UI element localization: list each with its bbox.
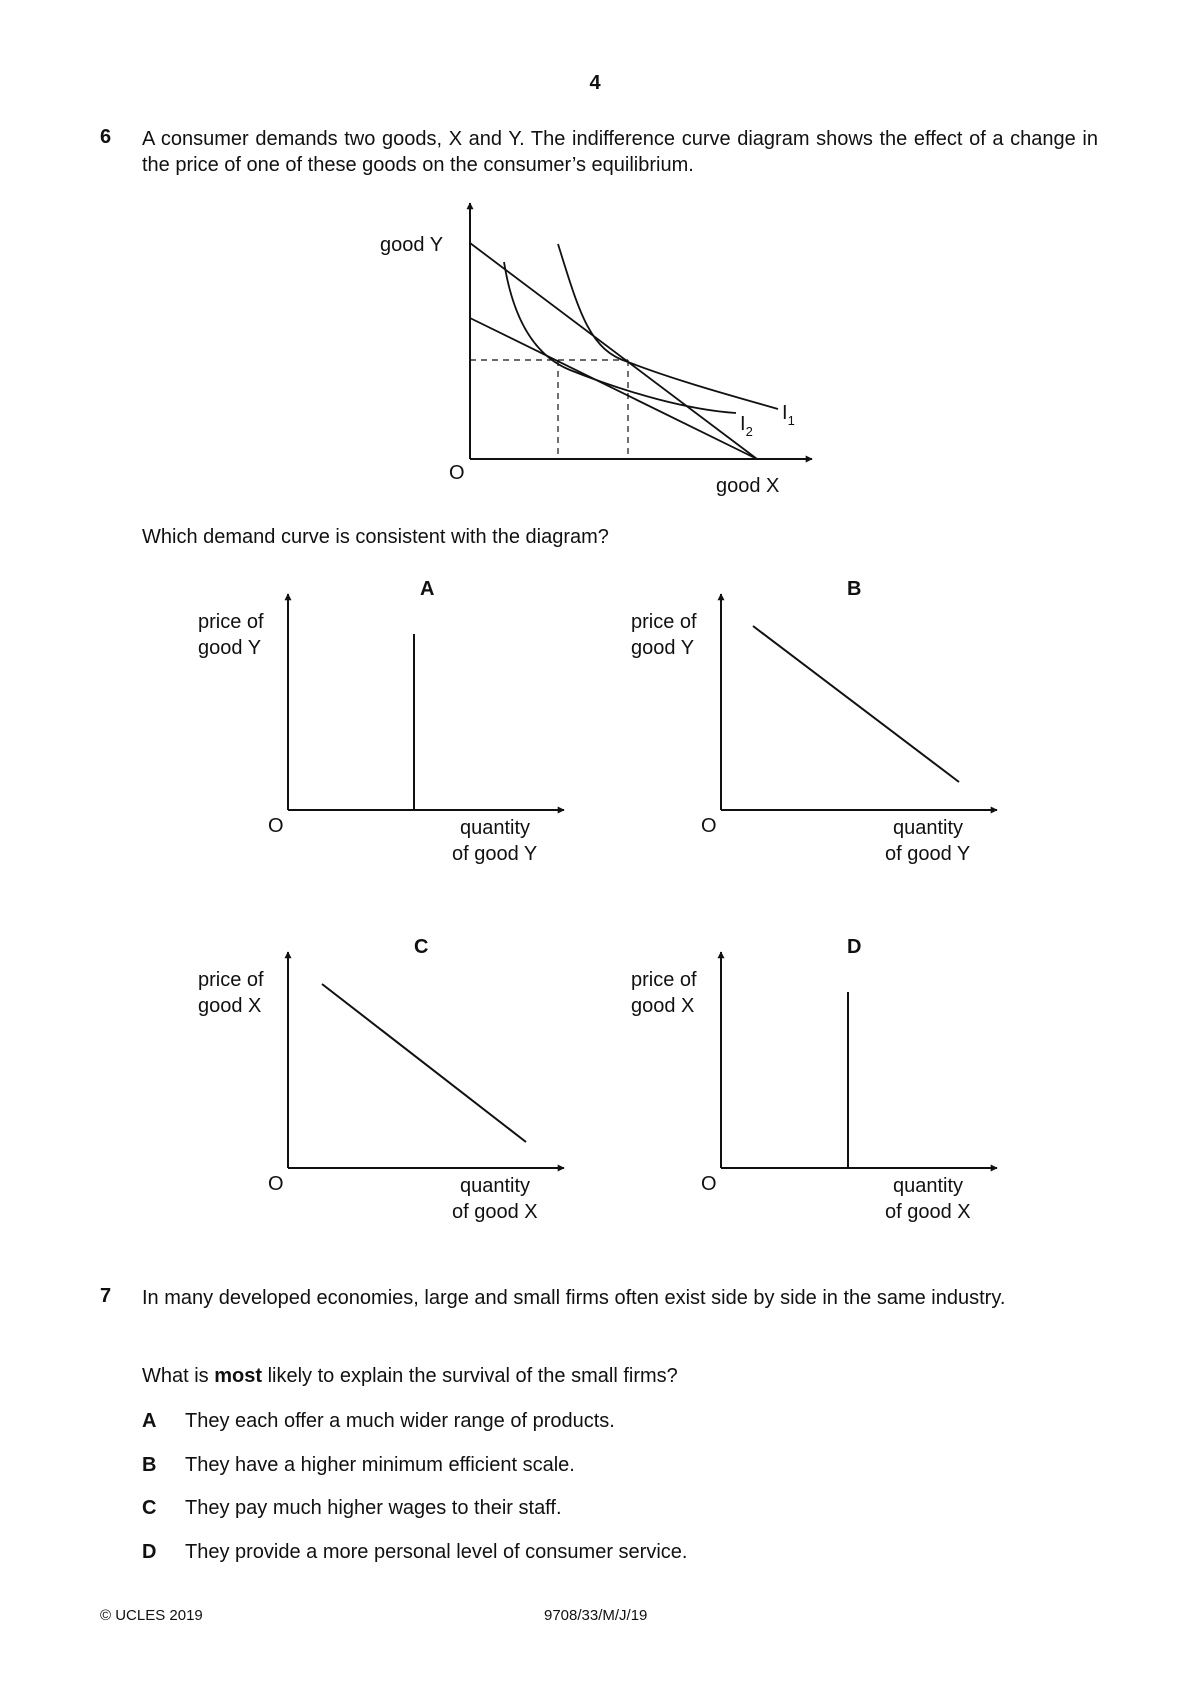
diagram-x-label: good X	[716, 475, 780, 497]
question-7-text: In many developed economies, large and small firms often exist side by side in the same industry.	[142, 1287, 1006, 1309]
graph-c-demand-curve	[322, 984, 526, 1142]
graph-c-y-label-2: good X	[198, 995, 262, 1017]
graph-c-y-label-1: price of	[198, 969, 264, 991]
graph-c-x-label-2: of good X	[452, 1201, 538, 1223]
diagram-y-label: good Y	[380, 234, 444, 256]
graph-a-x-label-1: quantity	[460, 817, 531, 839]
graph-a-x-label-2: of good Y	[452, 843, 538, 865]
graph-c	[190, 928, 590, 1238]
q7-option-a-text: They each offer a much wider range of products.	[185, 1410, 615, 1432]
graph-c-x-label-1: quantity	[460, 1175, 531, 1197]
graph-b-y-label-1: price of	[631, 611, 697, 633]
page-number: 4	[589, 72, 601, 94]
graph-b-origin: O	[701, 815, 717, 837]
graph-a-letter: A	[420, 578, 435, 600]
budget-line-original	[470, 243, 757, 459]
diagram-origin: O	[449, 462, 465, 484]
graph-b-x-label-2: of good Y	[885, 843, 971, 865]
graph-a	[190, 570, 590, 880]
graph-d-x-label-2: of good X	[885, 1201, 971, 1223]
graph-b	[623, 570, 1023, 880]
question-6-prompt: Which demand curve is consistent with the diagram?	[142, 526, 609, 548]
footer-code: 9708/33/M/J/19	[544, 1607, 648, 1624]
budget-line-new	[470, 318, 757, 459]
graph-b-x-label-1: quantity	[893, 817, 964, 839]
question-6-text: A consumer demands two goods, X and Y. The indifference curve diagram shows the effect of a change in the price of one of these goods on the consumer’s equilibrium.	[142, 128, 1098, 176]
indifference-curve-i2	[504, 262, 736, 413]
indifference-curve-i1	[558, 244, 778, 409]
question-7-number: 7	[100, 1285, 112, 1307]
graph-d-x-label-1: quantity	[893, 1175, 964, 1197]
i2-label: $I_2$	[740, 413, 753, 439]
q7-option-a-letter: A	[142, 1410, 157, 1432]
graph-a-origin: O	[268, 815, 284, 837]
graph-d	[623, 928, 1023, 1238]
graph-b-letter: B	[847, 578, 862, 600]
q7-option-d-letter: D	[142, 1541, 157, 1563]
q7-option-b-letter: B	[142, 1454, 157, 1476]
graph-d-y-label-1: price of	[631, 969, 697, 991]
graph-d-y-label-2: good X	[631, 995, 695, 1017]
footer-copyright: © UCLES 2019	[100, 1607, 203, 1624]
graph-c-origin: O	[268, 1173, 284, 1195]
i1-label: $I_1$	[782, 402, 795, 428]
graph-d-letter: D	[847, 936, 862, 958]
graph-a-y-label-1: price of	[198, 611, 264, 633]
graph-a-y-label-2: good Y	[198, 637, 262, 659]
q7-option-c-letter: C	[142, 1497, 157, 1519]
question-7-prompt: What is most likely to explain the survival of the small firms?	[142, 1365, 678, 1387]
q7-option-c-text: They pay much higher wages to their staff.	[185, 1497, 562, 1519]
question-6-number: 6	[100, 126, 112, 148]
q7-option-b-text: They have a higher minimum efficient scale.	[185, 1454, 575, 1476]
indifference-curve-diagram	[0, 0, 1190, 520]
graph-b-y-label-2: good Y	[631, 637, 695, 659]
graph-d-origin: O	[701, 1173, 717, 1195]
graph-b-demand-curve	[753, 626, 959, 782]
q7-option-d-text: They provide a more personal level of consumer service.	[185, 1541, 688, 1563]
graph-c-letter: C	[414, 936, 429, 958]
